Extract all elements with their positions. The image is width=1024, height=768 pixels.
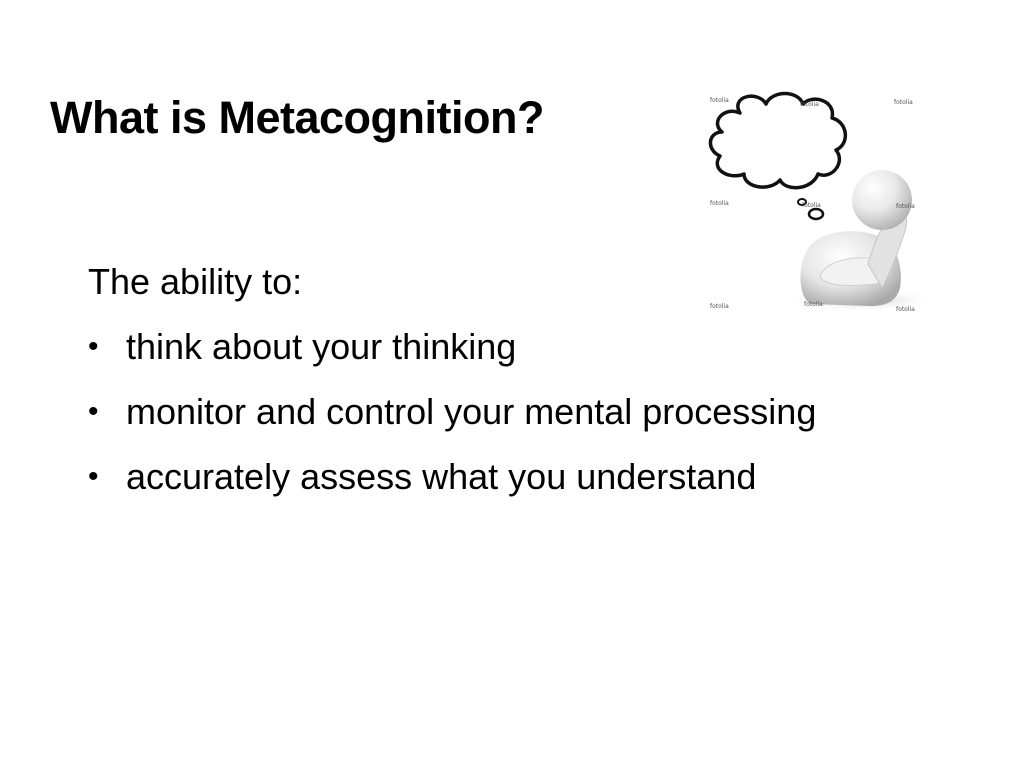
watermark-text: fotolia (804, 301, 823, 308)
intro-text: The ability to: (88, 261, 303, 302)
bullet-icon: • (88, 460, 99, 493)
bullet-icon: • (88, 395, 99, 428)
watermark-text: fotolia (710, 97, 729, 104)
slide-title: What is Metacognition? (50, 92, 544, 143)
bullet-text: think about your thinking (126, 326, 517, 367)
thinking-figure-icon (800, 170, 912, 306)
watermark-text: fotolia (894, 99, 913, 106)
bullet-item (88, 388, 988, 436)
watermark-text: fotolia (710, 200, 729, 207)
watermark-text: fotolia (710, 303, 729, 310)
thought-cloud-icon (710, 94, 845, 220)
bullet-list (88, 323, 988, 501)
bullet-item (88, 453, 988, 501)
bullet-text: monitor and control your mental processing (126, 391, 817, 432)
watermark-text: fotolia (800, 101, 819, 108)
bullet-text: accurately assess what you understand (126, 456, 757, 497)
watermark-text: fotolia (896, 306, 915, 313)
watermark-text: fotolia (802, 202, 821, 209)
thinking-person-icon (700, 88, 940, 320)
watermark-text: fotolia (896, 203, 915, 210)
bullet-icon: • (88, 330, 99, 363)
bullet-item (88, 323, 988, 371)
